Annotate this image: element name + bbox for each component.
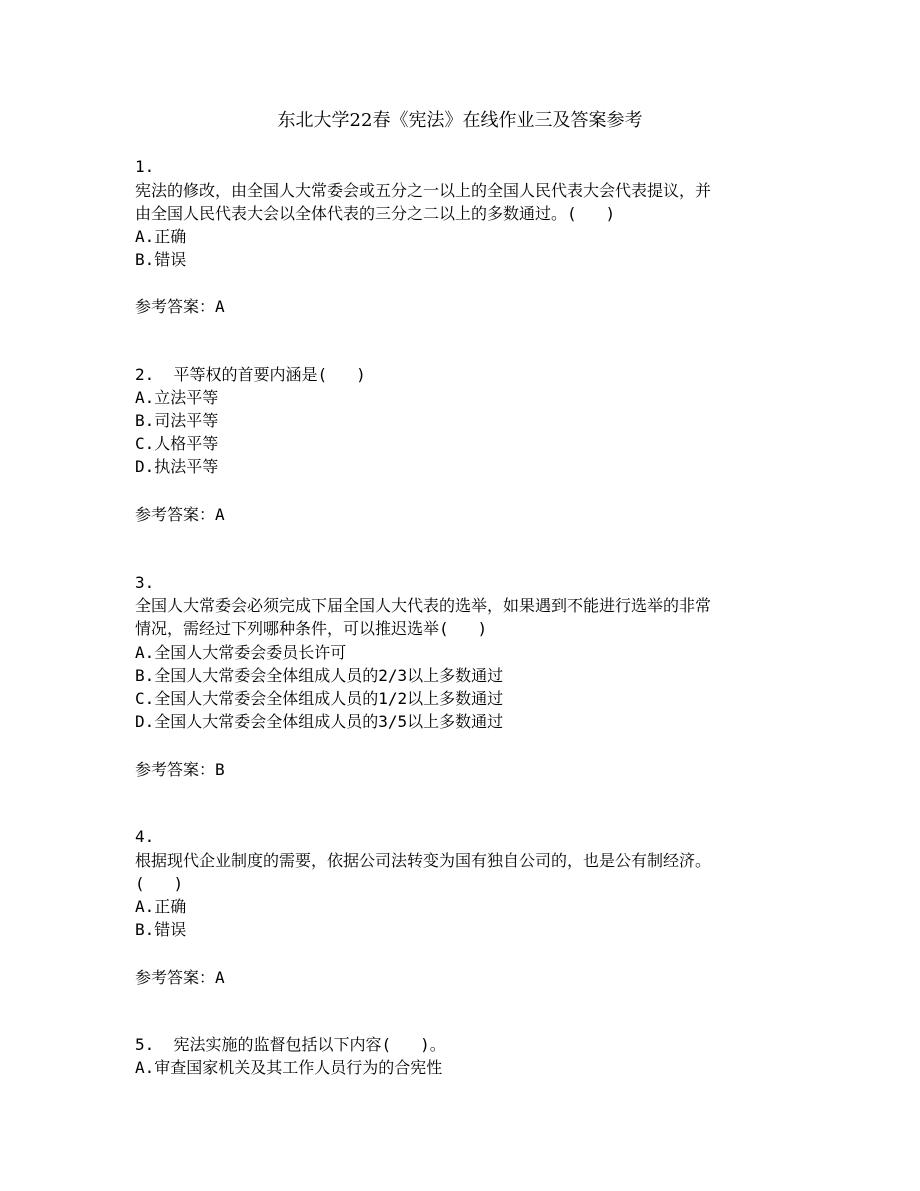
question-3-number: 3.	[135, 573, 155, 592]
question-1-stem-line-2: 由全国人民代表大会以全体代表的三分之二以上的多数通过。( )	[135, 204, 616, 223]
question-3-option-d: D.全国人大常委会全体组成人员的3/5以上多数通过	[135, 712, 504, 731]
question-2-option-b: B.司法平等	[135, 411, 219, 430]
question-3-answer: 参考答案：B	[135, 760, 225, 779]
question-1-option-a: A.正确	[135, 227, 187, 246]
question-4-answer: 参考答案：A	[135, 968, 225, 987]
question-1-option-b: B.错误	[135, 250, 187, 269]
question-4-option-a: A.正确	[135, 897, 187, 916]
question-4-stem-line-2: ( )	[135, 874, 184, 893]
question-2-answer: 参考答案：A	[135, 505, 225, 524]
question-2-stem: 2. 平等权的首要内涵是( )	[135, 365, 366, 384]
question-2-option-a: A.立法平等	[135, 388, 219, 407]
question-3-option-a: A.全国人大常委会委员长许可	[135, 643, 347, 662]
question-1-stem-line-1: 宪法的修改，由全国人大常委会或五分之一以上的全国人民代表大会代表提议，并	[135, 181, 712, 200]
question-1-answer: 参考答案：A	[135, 297, 225, 316]
question-2-option-d: D.执法平等	[135, 457, 219, 476]
question-2-option-c: C.人格平等	[135, 434, 219, 453]
question-3-stem-line-1: 全国人大常委会必须完成下届全国人大代表的选举，如果遇到不能进行选举的非常	[135, 596, 712, 615]
document-title: 东北大学22春《宪法》在线作业三及答案参考	[277, 110, 643, 131]
question-4-option-b: B.错误	[135, 920, 187, 939]
question-5-option-a: A.审查国家机关及其工作人员行为的合宪性	[135, 1058, 443, 1077]
question-3-option-b: B.全国人大常委会全体组成人员的2/3以上多数通过	[135, 666, 504, 685]
question-4-number: 4.	[135, 827, 155, 846]
question-3-stem-line-2: 情况，需经过下列哪种条件，可以推迟选举( )	[135, 619, 488, 638]
question-3-option-c: C.全国人大常委会全体组成人员的1/2以上多数通过	[135, 689, 504, 708]
question-4-stem-line-1: 根据现代企业制度的需要，依据公司法转变为国有独自公司的，也是公有制经济。	[135, 851, 712, 870]
question-5-stem: 5. 宪法实施的监督包括以下内容( )。	[135, 1035, 446, 1054]
question-1-number: 1.	[135, 157, 155, 176]
